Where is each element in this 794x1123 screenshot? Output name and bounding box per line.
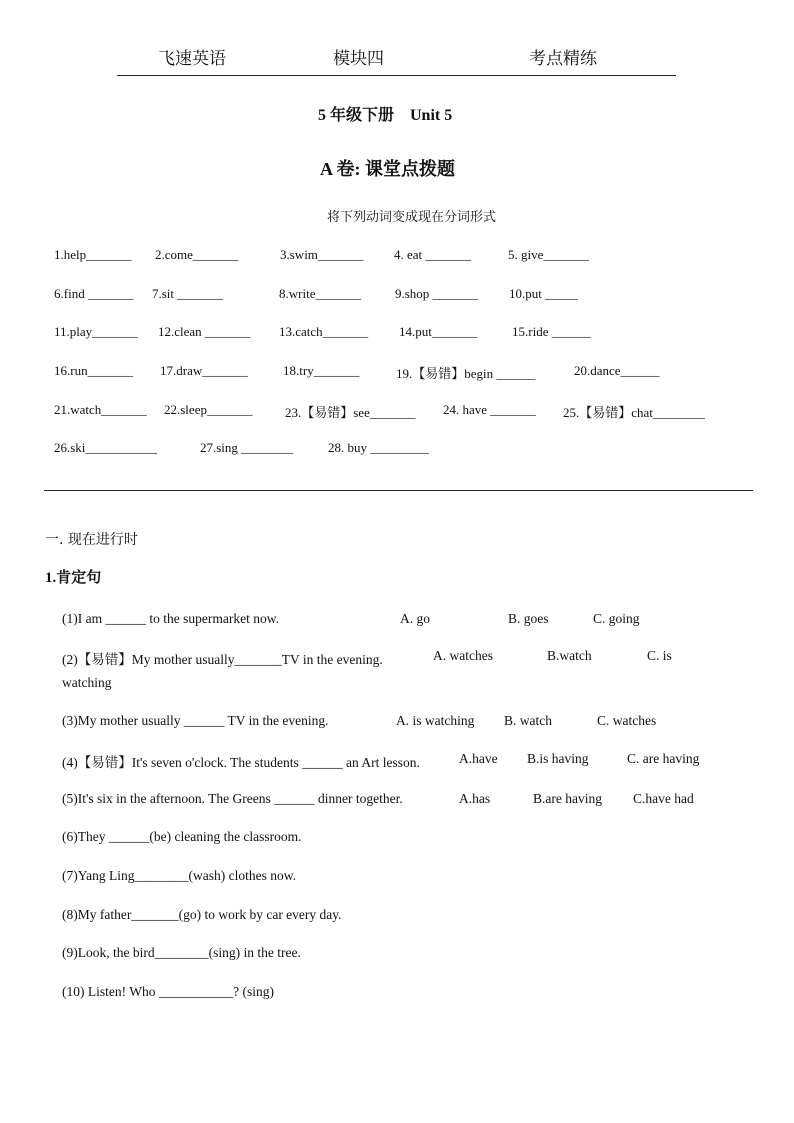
word-item: 18.try_______ xyxy=(283,363,360,378)
option-a: A. watches xyxy=(433,648,493,663)
word-item: 1.help_______ xyxy=(54,247,132,262)
word-item: 10.put _____ xyxy=(509,286,578,301)
option-a: A.has xyxy=(459,791,491,806)
word-item: 7.sit _______ xyxy=(152,286,223,301)
question-stem: (7)Yang Ling________(wash) clothes now. xyxy=(62,868,296,883)
word-item: 4. eat _______ xyxy=(394,247,471,262)
word-item: 5. give_______ xyxy=(508,247,589,262)
word-item: 19.【易错】begin ______ xyxy=(396,366,536,381)
option-a: A.have xyxy=(459,751,498,766)
question-stem: (2)【易错】My mother usually_______TV in the evening. xyxy=(62,652,383,667)
option-b: B. watch xyxy=(504,713,552,728)
question-stem: (4)【易错】It's seven o'clock. The students ______ an Art lesson. xyxy=(62,755,420,770)
option-c: C. are having xyxy=(627,751,700,766)
word-item: 9.shop _______ xyxy=(395,286,479,301)
question-stem: (1)I am ______ to the supermarket now. xyxy=(62,611,279,626)
word-item: 25.【易错】chat________ xyxy=(563,405,705,420)
word-item: 16.run_______ xyxy=(54,363,134,378)
section-divider xyxy=(44,490,753,491)
option-b: B.is having xyxy=(527,751,589,766)
section-heading: 一. 现在进行时 xyxy=(45,532,138,548)
header-center: 模块四 xyxy=(333,49,384,69)
header-rule xyxy=(117,75,676,76)
word-item: 15.ride ______ xyxy=(512,324,591,339)
question-stem: (8)My father_______(go) to work by car every day. xyxy=(62,907,342,922)
header-right: 考点精练 xyxy=(529,49,597,69)
question-stem: (3)My mother usually ______ TV in the evening. xyxy=(62,713,329,728)
word-item: 6.find _______ xyxy=(54,286,134,301)
header-left: 飞速英语 xyxy=(158,49,226,69)
question-stem: (6)They ______(be) cleaning the classroom. xyxy=(62,829,302,844)
option-c: C. watches xyxy=(597,713,657,728)
question-stem: (9)Look, the bird________(sing) in the tree. xyxy=(62,945,301,960)
word-item: 14.put_______ xyxy=(399,324,478,339)
instruction: 将下列动词变成现在分词形式 xyxy=(327,210,497,225)
option-c: C.have had xyxy=(633,791,694,806)
word-item: 11.play_______ xyxy=(54,324,138,339)
word-item: 12.clean _______ xyxy=(158,324,251,339)
option-c: C. going xyxy=(593,611,640,626)
option-a: A. go xyxy=(400,611,430,626)
word-item: 3.swim_______ xyxy=(280,247,364,262)
page-title: 5 年级下册 Unit 5 xyxy=(318,107,453,124)
option-c: C. is xyxy=(647,648,672,663)
word-item: 23.【易错】see_______ xyxy=(285,405,416,420)
question-stem: (5)It's six in the afternoon. The Greens ______ dinner together. xyxy=(62,791,403,806)
option-continuation: watching xyxy=(62,675,112,690)
word-item: 24. have _______ xyxy=(443,402,536,417)
word-item: 20.dance______ xyxy=(574,363,660,378)
question-stem: (10) Listen! Who ___________? (sing) xyxy=(62,984,274,999)
option-b: B.watch xyxy=(547,648,592,663)
option-b: B. goes xyxy=(508,611,549,626)
subsection-heading: 1.肯定句 xyxy=(45,570,102,586)
option-b: B.are having xyxy=(533,791,602,806)
word-item: 22.sleep_______ xyxy=(164,402,253,417)
word-item: 2.come_______ xyxy=(155,247,239,262)
word-item: 26.ski___________ xyxy=(54,440,157,455)
word-item: 17.draw_______ xyxy=(160,363,248,378)
word-item: 8.write_______ xyxy=(279,286,361,301)
page-subtitle: A 卷: 课堂点拨题 xyxy=(320,159,455,179)
word-item: 13.catch_______ xyxy=(279,324,369,339)
word-item: 27.sing ________ xyxy=(200,440,294,455)
word-item: 28. buy _________ xyxy=(328,440,429,455)
word-item: 21.watch_______ xyxy=(54,402,147,417)
option-a: A. is watching xyxy=(396,713,475,728)
